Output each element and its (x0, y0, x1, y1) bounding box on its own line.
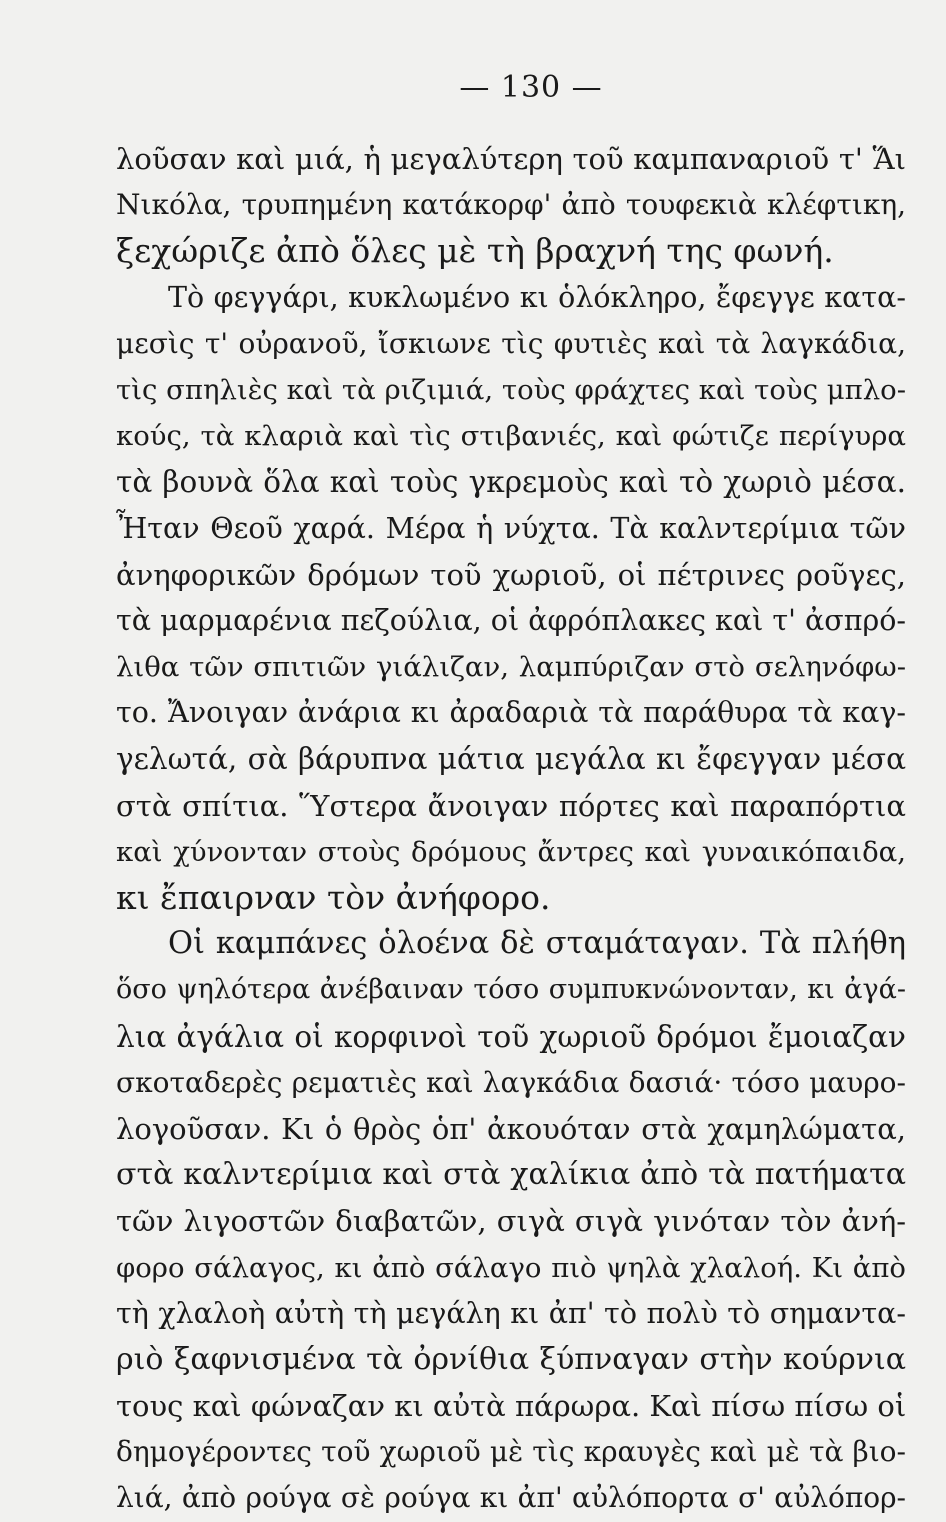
text-line: μεσὶς τ' οὐρανοῦ, ἴσκιωνε τὶς φυτιὲς καὶ τὰ λαγκάδια, (116, 326, 906, 360)
page-number: — 130 — (459, 70, 603, 105)
text-line: λιθα τῶν σπιτιῶν γιάλιζαν, λαμπύριζαν στὸ σεληνόφω- (116, 651, 906, 684)
text-line: λοῦσαν καὶ μιά, ἡ μεγαλύτερη τοῦ καμπαναριοῦ τ' Ἅι (116, 142, 906, 176)
text-line: ἀνηφορικῶν δρόμων τοῦ χωριοῦ, οἱ πέτρινες ροῦγες, (116, 557, 906, 592)
text-line: δημογέροντες τοῦ χωριοῦ μὲ τὶς κραυγὲς καὶ μὲ τὰ βιο- (116, 1435, 906, 1469)
text-line: τῶν λιγοστῶν διαβατῶν, σιγὰ σιγὰ γινόταν τὸν ἀνή- (116, 1204, 906, 1239)
text-line: το. Ἄνοιγαν ἀνάρια κι ἀραδαριὰ τὰ παράθυρα τὰ καγ- (116, 696, 906, 730)
text-line: φορο σάλαγος, κι ἀπὸ σάλαγο πιὸ ψηλὰ χλαλοή. Κι ἀπὸ (116, 1251, 906, 1284)
text-line: τους καὶ φώναζαν κι αὐτὰ πάρωρα. Καὶ πίσω πίσω οἱ (116, 1389, 906, 1424)
text-line: τὰ μαρμαρένια πεζούλια, οἱ ἀφρόπλακες καὶ τ' ἀσπρό- (116, 603, 906, 637)
text-line: Οἱ καμπάνες ὁλοένα δὲ σταμάταγαν. Τὰ πλήθη (168, 926, 906, 962)
text-line: στὰ σπίτια. Ὕστερα ἄνοιγαν πόρτες καὶ παραπόρτια (116, 788, 906, 823)
text-line: ξεχώριζε ἀπὸ ὅλες μὲ τὴ βραχνή της φωνή. (116, 231, 834, 271)
text-line: τὶς σπηλιὲς καὶ τὰ ριζιμιά, τοὺς φράχτες καὶ τοὺς μπλο- (116, 373, 906, 406)
text-line: καὶ χύνονταν στοὺς δρόμους ἄντρες καὶ γυναικόπαιδα, (116, 835, 906, 868)
text-line: τὴ χλαλοὴ αὐτὴ τὴ μεγάλη κι ἀπ' τὸ πολὺ τὸ σημαντα- (116, 1296, 906, 1330)
text-line: ριὸ ξαφνισμένα τὰ ὀρνίθια ξύπναγαν στὴν κούρνια (116, 1341, 906, 1377)
text-line: κούς, τὰ κλαριὰ καὶ τὶς στιβανιές, καὶ φώτιζε περίγυρα (116, 420, 906, 453)
text-line: ὅσο ψηλότερα ἀνέβαιναν τόσο συμπυκνώνονταν, κι ἀγά- (116, 974, 906, 1006)
body-text (116, 136, 906, 1522)
text-line: κι ἔπαιρναν τὸν ἀνήφορο. (116, 878, 551, 917)
text-line: Νικόλα, τρυπημένη κατάκορφ' ἀπὸ τουφεκιὰ κλέφτικη, (116, 188, 906, 222)
text-line: Τὸ φεγγάρι, κυκλωμένο κι ὁλόκληρο, ἔφεγγε κατα- (168, 280, 906, 314)
text-line: λογοῦσαν. Κι ὁ θρὸς ὁπ' ἀκουόταν στὰ χαμηλώματα, (116, 1111, 906, 1146)
text-line: σκοταδερὲς ρεματιὲς καὶ λαγκάδια δασιά· τόσο μαυρο- (116, 1065, 906, 1099)
text-line: λια ἀγάλια οἱ κορφινοὶ τοῦ χωριοῦ δρόμοι ἔμοιαζαν (116, 1019, 906, 1054)
text-line: Ἦταν Θεοῦ χαρά. Μέρα ἡ νύχτα. Τὰ καλντερίμια τῶν (116, 511, 906, 545)
text-line: γελωτά, σὰ βάρυπνα μάτια μεγάλα κι ἔφεγγαν μέσα (116, 742, 906, 777)
text-line: τὰ βουνὰ ὅλα καὶ τοὺς γκρεμοὺς καὶ τὸ χωριὸ μέσα. (116, 465, 906, 500)
text-line: στὰ καλντερίμια καὶ στὰ χαλίκια ἀπὸ τὰ πατήματα (116, 1157, 906, 1193)
text-line: λιά, ἀπὸ ρούγα σὲ ρούγα κι ἀπ' αὐλόπορτα σ' αὐλόπορ- (116, 1481, 906, 1515)
